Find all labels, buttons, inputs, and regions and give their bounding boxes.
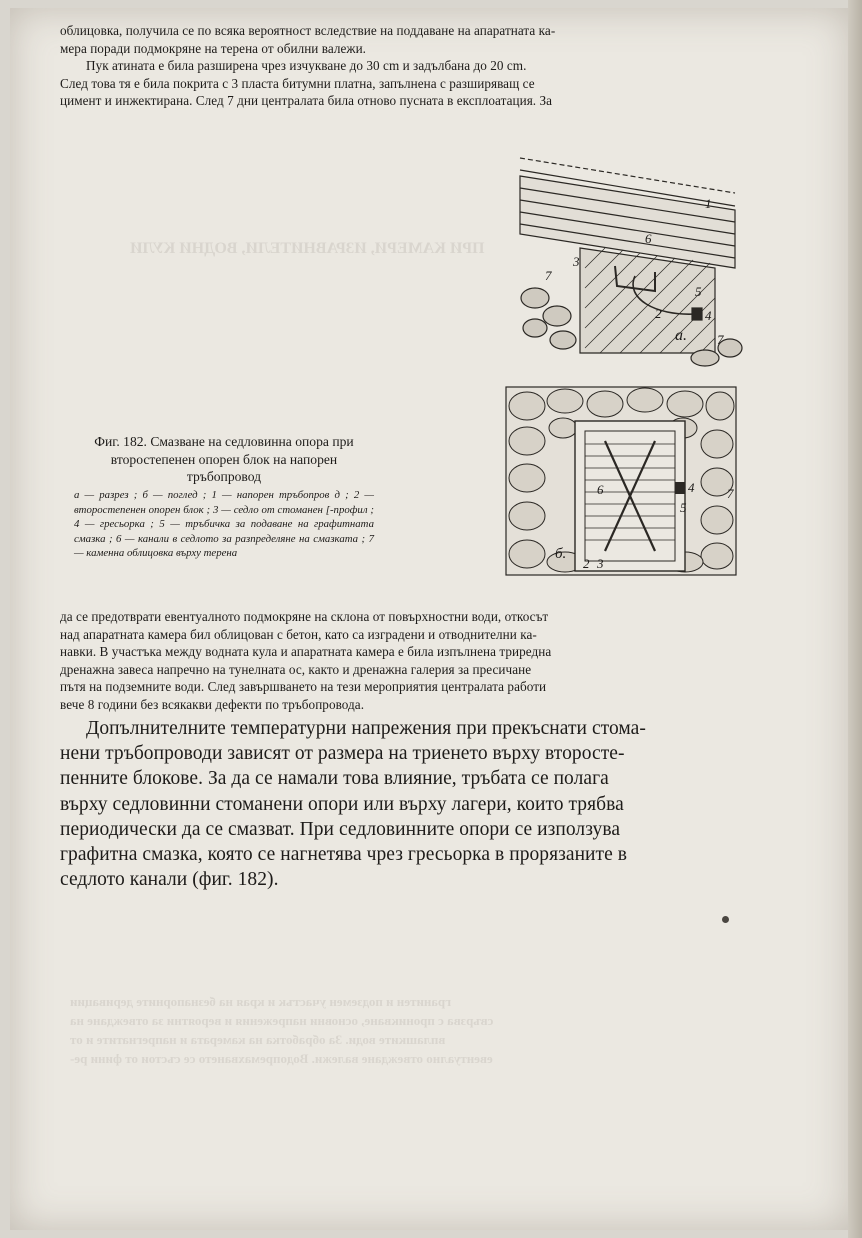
label-number: 6 — [597, 482, 604, 497]
bleed-through-line: вплашките води. За обработка на камерата и напрегнатите и от — [70, 1032, 446, 1047]
figure-legend: а — разрез ; б — поглед ; 1 — напорен тръбопров д ; 2 — второстепенен опорен блок ; 3 — седло от стоманен [-профил ; 4 — гресьорка ; 5 — тръбичка за подаване на графитната смазка ; 6 — канали в седлото за разпределяне на смазката ; 7 — каменна облицовка върху терена — [74, 489, 374, 559]
bleed-through-heading: ПРИ КАМЕРИ, ИЗРАВНИТЕЛИ, ВОДНИ КУЛИ — [130, 240, 485, 257]
text-line: мера поради подмокряне на терена от обилни валежи. — [60, 40, 367, 56]
ink-dot — [722, 916, 729, 923]
text-line: върху седловинни стоманени опори или върху лагери, които трябва — [60, 793, 624, 815]
label-number: 5 — [680, 500, 687, 515]
label-number: 3 — [597, 556, 604, 571]
text-line: дренажна завеса напречно на тунелната ос, както и дренажна галерия за пресичане — [60, 661, 532, 677]
text-line: Допълнителните температурни напрежения при прекъснати стома- — [86, 718, 646, 739]
text-line: След това тя е била покрита с 3 пласта битумни платна, запълнена с разширяващ се — [60, 75, 535, 91]
text-line: седлото канали (фиг. 182). — [60, 869, 279, 891]
text-line: периодически да се смазват. При седловинните опори се използува — [60, 818, 621, 840]
label-number: 4 — [705, 308, 712, 323]
text-line: нени тръбопроводи зависят от размера на триенето върху второсте- — [60, 743, 625, 765]
label-number: 4 — [688, 480, 695, 495]
label-number: 2 — [655, 306, 662, 321]
label-number: 2 — [583, 556, 590, 571]
text-line: облицовка, получила се по всяка вероятност вследствие на поддаване на апаратната ка- — [60, 23, 556, 38]
label-number: 7 — [545, 268, 552, 283]
text-line: Пук атината е била разширена чрез изчукване до 30 cm и задълбана до 20 cm. — [86, 58, 527, 74]
figure-label-b: б. — [555, 546, 567, 562]
figure-section-a — [505, 148, 745, 370]
text-line: графитна смазка, която се нагнетява чрез гресьорка в прорязаните в — [60, 844, 627, 866]
figure-title: Фиг. 182. Смазване на седловинна опора при второстепенен опорен блок на напорен тръбопровод — [94, 434, 354, 484]
text-line: пенните блокове. За да се намали това влияние, тръбата се полага — [60, 768, 609, 790]
text-line: вече 8 години без всякакви дефекти по тръбопровода. — [60, 696, 365, 712]
bleed-through-line: евентуално отвеждане валежи. Водопремахването се състои от фини ре- — [70, 1051, 493, 1066]
label-number: 5 — [695, 284, 702, 299]
text-line: над апаратната камера бил облицован с бетон, като са изградени и отводнителни ка- — [60, 626, 537, 642]
label-number: 3 — [573, 254, 580, 269]
large-paragraph — [60, 716, 766, 892]
page-edge — [848, 0, 862, 1238]
middle-paragraph — [60, 608, 760, 714]
scanned-page — [10, 8, 850, 1230]
bleed-through-line: свързва с проникване, основни напрежения и вероятни за отвеждане на — [70, 1013, 494, 1028]
label-number: 7 — [727, 486, 734, 501]
figure-view-b — [505, 386, 737, 576]
figure-label-a: а. — [675, 327, 687, 344]
label-number: 7 — [717, 332, 724, 347]
label-number: 6 — [645, 231, 652, 246]
text-line: навки. В участъка между водната кула и апаратната камера е била изпълнена триредна — [60, 644, 552, 660]
text-line: да се предотврати евентуалното подмокряне на склона от повърхностни води, откосът — [60, 609, 549, 624]
label-number: 1 — [705, 196, 712, 211]
text-line: пътя на подземните води. След завършването на тези мероприятия централата работи — [60, 679, 547, 695]
bleed-through-line: гранитен и подземен участък и края на безнапорните деривации — [70, 994, 452, 1009]
top-paragraph — [60, 22, 760, 110]
text-line: цимент и инжектирана. След 7 дни централата била отново пусната в експлоатация. За — [60, 93, 553, 109]
